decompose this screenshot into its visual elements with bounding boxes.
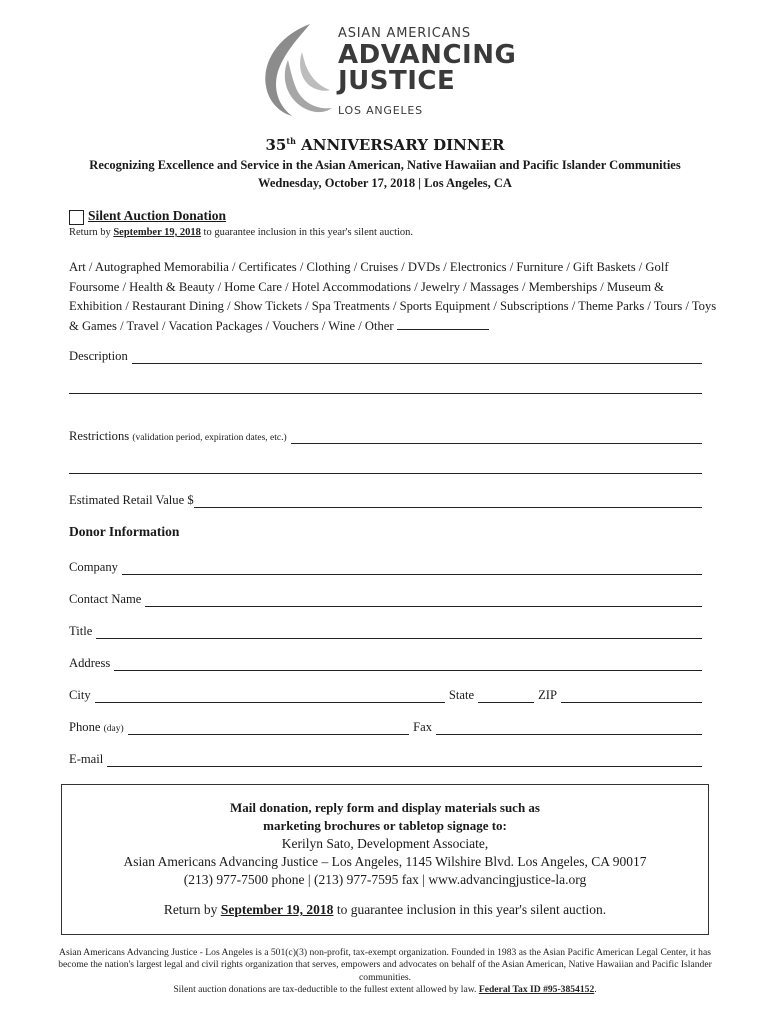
categories-text: Art / Autographed Memorabilia / Certificates / Clothing / Cruises / DVDs / Electronics / Furniture / Gift Baskets / Golf Foursome / Health & Beauty / Home Care / Hotel Accommodations / Jewelry / Massages / Memberships / Museum & Exhibition / Restaurant Dining / Show Tickets / Spa Treatments / Sports Equipment / Subscriptions / Theme Parks / Tours / Toys & Games / Travel / Vacation Packages / Vouchers / Wine / Other [69, 260, 717, 333]
retail-value-row [69, 490, 702, 508]
email-field[interactable] [107, 754, 702, 767]
restrictions-row [69, 426, 702, 444]
footer-tax-prefix: Silent auction donations are tax-deductible to the fullest extent allowed by law. [173, 983, 479, 995]
logo-org-top-text: ASIAN AMERICANS [338, 26, 471, 41]
zip-label: ZIP [538, 688, 557, 702]
title-label: Title [69, 624, 93, 638]
mail-instructions-line2: marketing brochures or tabletop signage to: [263, 818, 507, 833]
return-suffix: to guarantee inclusion in this year's silent auction. [200, 227, 414, 238]
footer-organization-text: Asian Americans Advancing Justice - Los Angeles is a 501(c)(3) non-profit, tax-exempt organization. Founded in 1983 as the Asian Pacific American Legal Center, it has become the nation's largest legal and civil rights organization that serves, empowers and advocates on behalf of the Asian American, Native Hawaiian and Pacific Islander communities. [58, 947, 712, 983]
state-label: State [448, 688, 475, 702]
event-subtitle: Recognizing Excellence and Service in the Asian American, Native Hawaiian and Pacific Islander Communities [89, 158, 681, 172]
mail-return-suffix: to guarantee inclusion in this year's silent auction. [333, 902, 607, 917]
restrictions-label-text: Restrictions [69, 429, 130, 443]
footer-tax-suffix: . [594, 983, 597, 995]
return-prefix: Return by [69, 227, 114, 238]
mail-contact-name: Kerilyn Sato, Development Associate, [281, 836, 489, 851]
logo-org-name-line1: ADVANCING [338, 40, 517, 70]
retail-value-label: Estimated Retail Value $ [69, 493, 194, 507]
phone-label [69, 720, 128, 735]
event-title-suffix: th [286, 136, 296, 146]
logo-location: LOS ANGELES [338, 104, 423, 117]
description-field[interactable] [132, 351, 702, 364]
address-field[interactable] [114, 658, 702, 671]
restrictions-field-line2[interactable] [69, 473, 702, 474]
phone-note: (day) [103, 724, 124, 734]
event-title [0, 136, 770, 154]
event-title-number: 35 [265, 136, 287, 154]
footer-tax-id: Federal Tax ID #95-3854152 [478, 983, 595, 995]
contact-name-field[interactable] [145, 594, 702, 607]
footer [58, 947, 712, 996]
logo-org-name-line2: JUSTICE [338, 66, 456, 96]
title-row [69, 621, 702, 639]
mailing-instructions-box [61, 784, 709, 935]
phone-fax-row [69, 717, 702, 735]
flame-logo-icon [258, 22, 334, 118]
address-label: Address [69, 656, 111, 670]
donation-categories [69, 258, 719, 336]
other-category-field[interactable] [397, 319, 489, 330]
mail-instructions-line1: Mail donation, reply form and display materials such as [230, 800, 540, 815]
silent-auction-checkbox[interactable] [69, 210, 84, 225]
fax-field[interactable] [436, 722, 702, 735]
mail-address: Asian Americans Advancing Justice – Los Angeles, 1145 Wilshire Blvd. Los Angeles, CA 90017 [123, 854, 647, 869]
email-label: E-mail [69, 752, 104, 766]
company-row [69, 557, 702, 575]
silent-auction-heading: Silent Auction Donation [88, 208, 227, 223]
title-field[interactable] [96, 626, 702, 639]
description-row [69, 346, 702, 364]
mail-return-date: September 19, 2018 [220, 902, 334, 917]
zip-field[interactable] [561, 690, 702, 703]
company-field[interactable] [122, 562, 702, 575]
state-field[interactable] [478, 690, 534, 703]
phone-field[interactable] [128, 722, 409, 735]
restrictions-field[interactable] [291, 431, 702, 444]
restrictions-label [69, 429, 291, 444]
return-by-note [69, 227, 413, 238]
phone-label-text: Phone [69, 720, 101, 734]
restrictions-note: (validation period, expiration dates, etc.) [132, 433, 287, 443]
organization-logo [258, 22, 518, 122]
description-field-line2[interactable] [69, 393, 702, 394]
company-label: Company [69, 560, 118, 574]
city-label: City [69, 688, 91, 702]
description-label: Description [69, 349, 128, 363]
donor-information-heading: Donor Information [69, 524, 180, 539]
event-date-location: Wednesday, October 17, 2018 | Los Angeles, CA [258, 176, 512, 190]
mail-return-prefix: Return by [163, 902, 221, 917]
city-state-zip-row [69, 685, 702, 703]
contact-name-row [69, 589, 702, 607]
email-row [69, 749, 702, 767]
retail-value-field[interactable] [194, 495, 702, 508]
city-field[interactable] [95, 690, 445, 703]
event-title-rest: ANNIVERSARY DINNER [295, 136, 505, 154]
return-date: September 19, 2018 [113, 227, 201, 238]
mail-return-by [62, 902, 708, 918]
mail-phone-fax-web: (213) 977-7500 phone | (213) 977-7595 fax | www.advancingjustice-la.org [183, 872, 587, 887]
footer-tax-line [58, 984, 712, 996]
fax-label: Fax [413, 720, 432, 734]
address-row [69, 653, 702, 671]
contact-name-label: Contact Name [69, 592, 142, 606]
